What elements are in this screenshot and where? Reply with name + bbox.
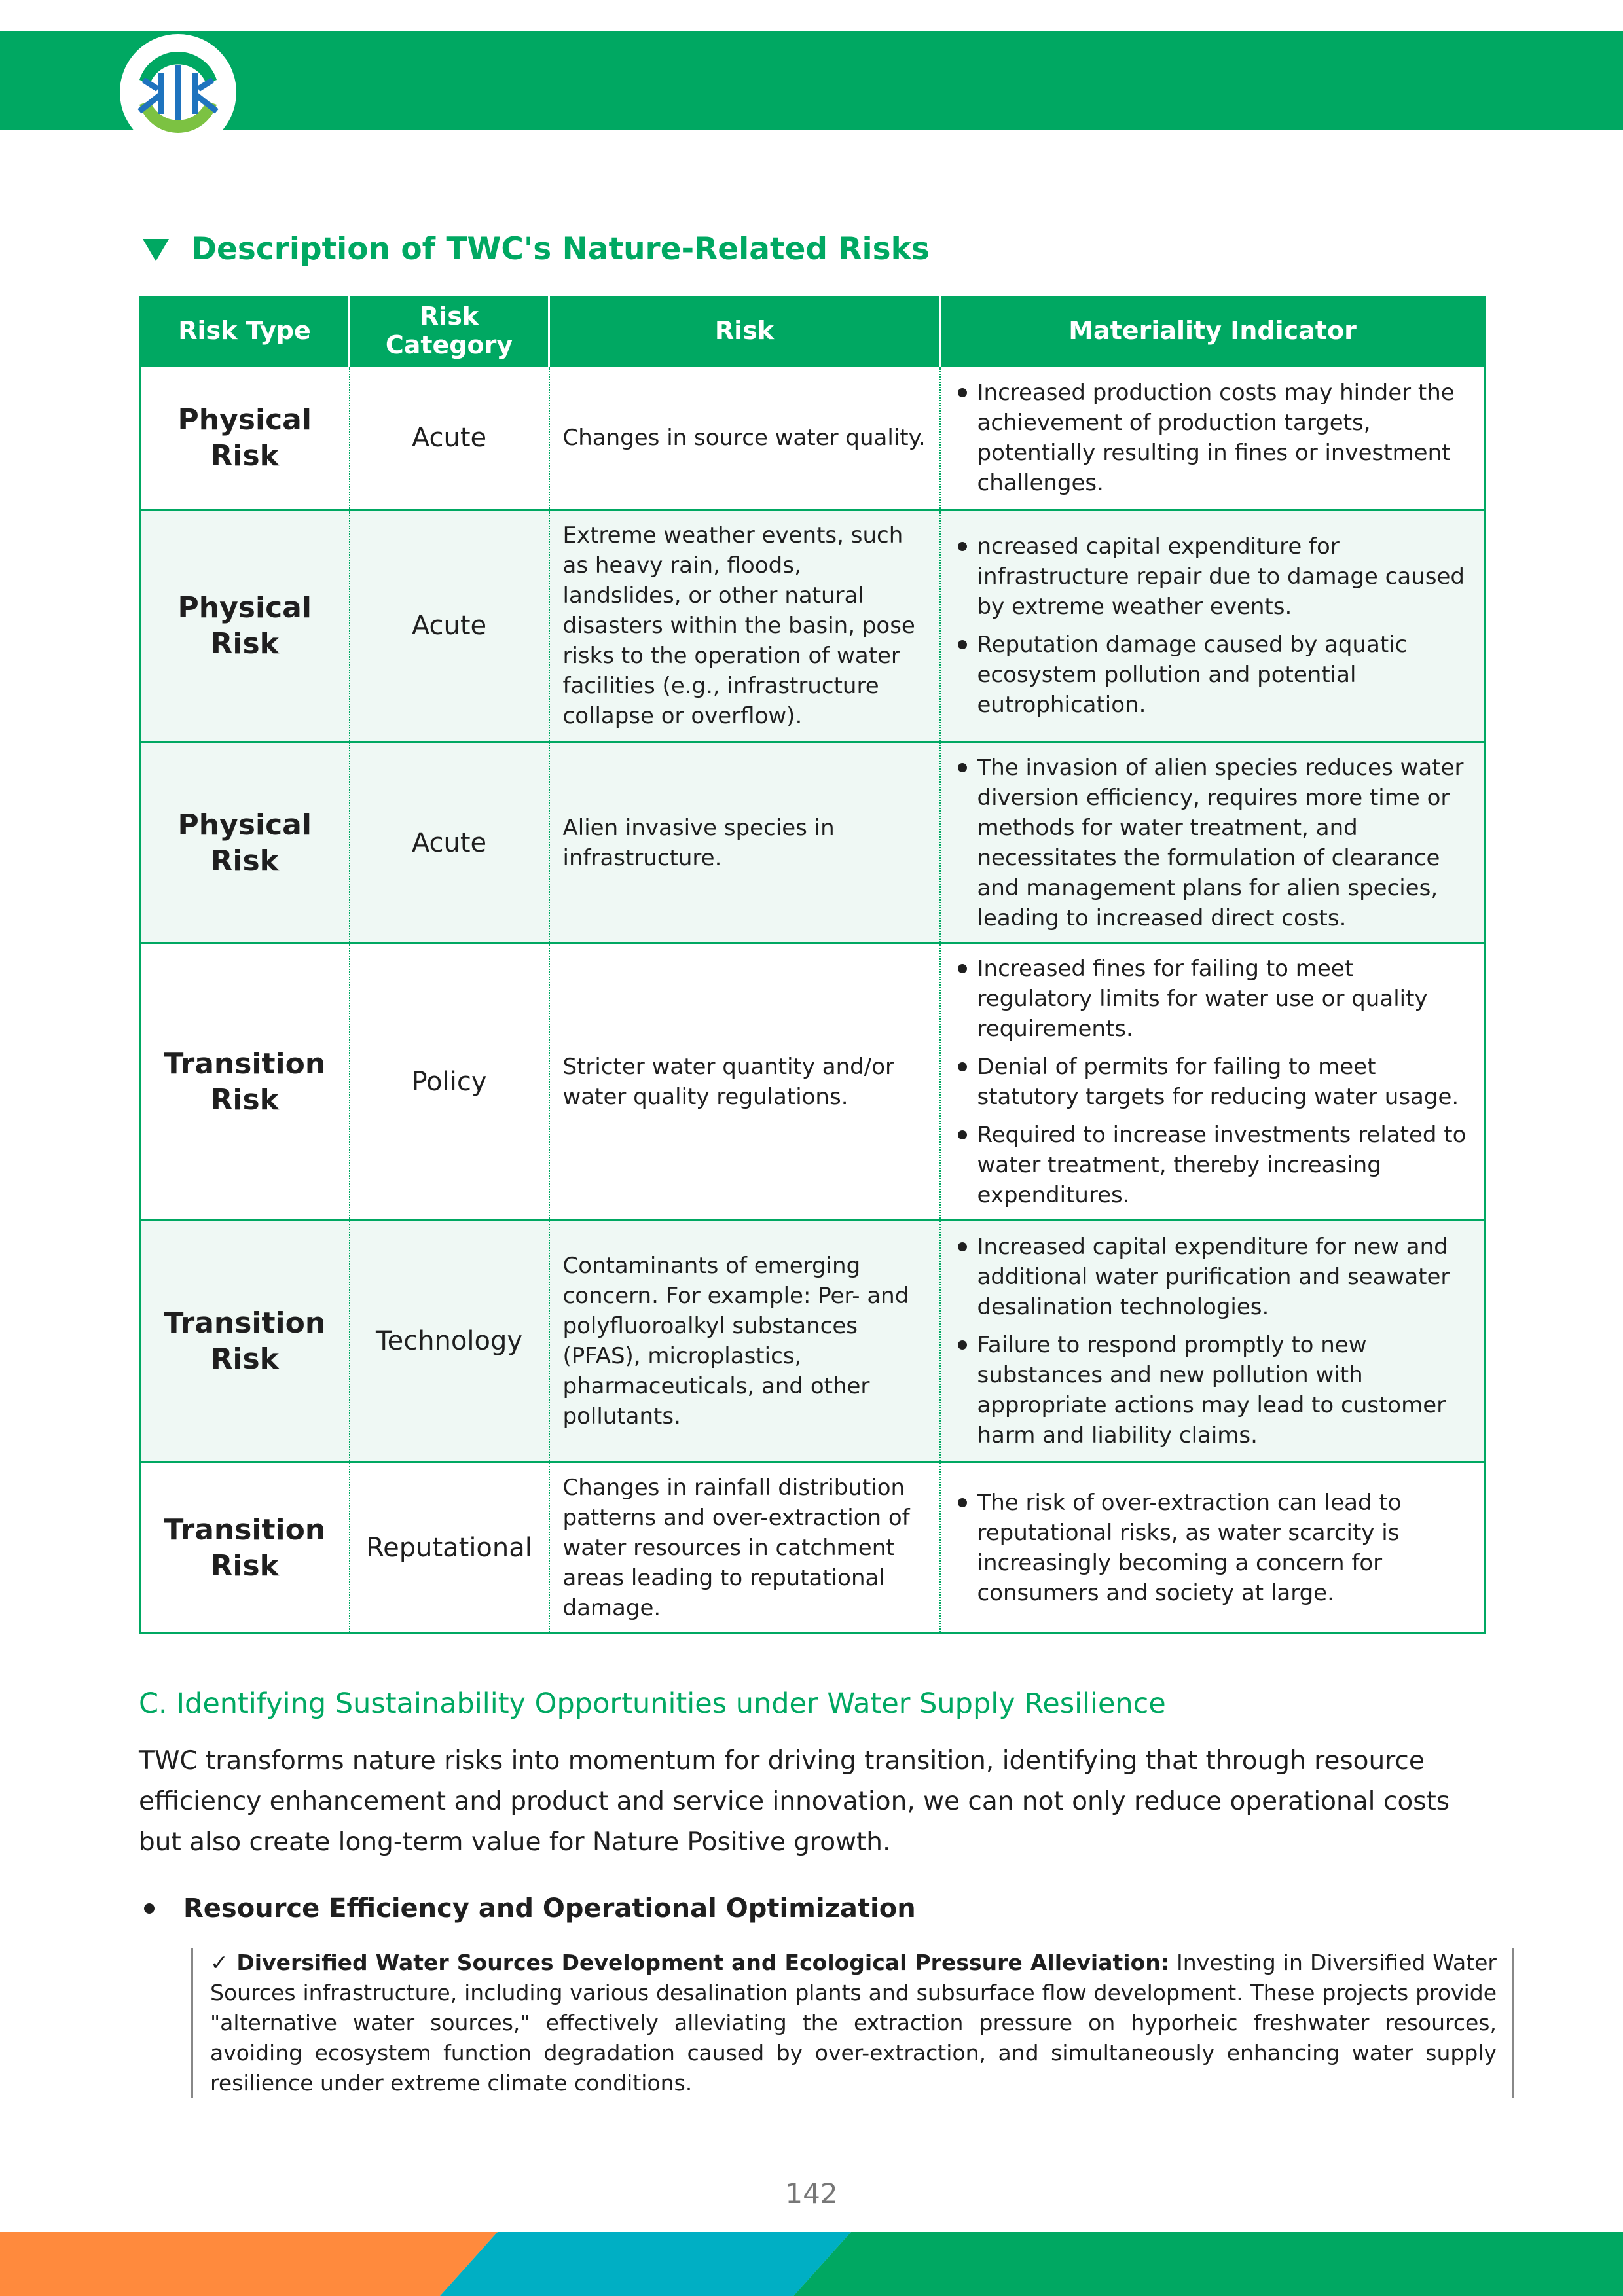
twc-logo-icon xyxy=(120,34,236,151)
opportunity-item-text: Investing in Diversified Water Sources infrastructure, including various desalination plants and subsurface flow development. These projects provide "alternative water sources," effectively alleviating the extraction pressure on hyporheic freshwater resources, avoiding ecosystem function degradation caused by over-extraction, and simultaneously enhancing water supply resilience under extreme climate conditions. xyxy=(210,1950,1497,2096)
table-row xyxy=(140,1462,1486,1634)
risk-table xyxy=(139,296,1486,1634)
table-row xyxy=(140,1220,1486,1462)
header-risk: Risk xyxy=(549,296,940,366)
bullet-dot-icon xyxy=(144,1903,155,1914)
opportunity-item xyxy=(191,1948,1514,2098)
table-header-row xyxy=(140,296,1486,366)
header-materiality: Materiality Indicator xyxy=(940,296,1486,366)
opportunity-item-title: Diversified Water Sources Development and Ecological Pressure Alleviation: xyxy=(236,1950,1169,1975)
risk-cell: Alien invasive species in infrastructure. xyxy=(549,742,940,944)
table-row xyxy=(140,742,1486,944)
footer-stripes-graphic xyxy=(0,2232,1623,2296)
risk-category-cell: Policy xyxy=(350,944,549,1220)
indicator-item: Required to increase investments related to water treatment, thereby increasing expenditures. xyxy=(954,1120,1472,1210)
indicator-item: Reputation damage caused by aquatic ecosystem pollution and potential eutrophication. xyxy=(954,630,1472,720)
opportunities-intro: TWC transforms nature risks into momentum for driving transition, identifying that through resource efficiency enhancement and product and service innovation, we can not only reduce operational costs but also create long-term value for Nature Positive growth. xyxy=(139,1746,1450,1857)
indicator-list xyxy=(954,1232,1472,1450)
section-title xyxy=(143,226,930,272)
materiality-cell xyxy=(940,742,1486,944)
bullet-heading-text: Resource Efficiency and Operational Optimization xyxy=(183,1893,916,1924)
footer-orange-stripe xyxy=(0,2232,498,2296)
indicator-item: Failure to respond promptly to new substances and new pollution with appropriate actions may lead to customer harm and liability claims. xyxy=(954,1330,1472,1450)
header-risk-type: Risk Type xyxy=(140,296,350,366)
risk-cell: Changes in rainfall distribution patterns and over-extraction of water resources in catchment areas leading to reputational damage. xyxy=(549,1462,940,1634)
table-row xyxy=(140,944,1486,1220)
materiality-cell xyxy=(940,944,1486,1220)
indicator-list xyxy=(954,753,1472,933)
twc-logo-graphic xyxy=(120,34,236,151)
risk-type-cell: Physical Risk xyxy=(140,366,350,510)
indicator-list xyxy=(954,378,1472,498)
indicator-item: Increased capital expenditure for new and additional water purification and seawater desalination technologies. xyxy=(954,1232,1472,1322)
risk-cell: Changes in source water quality. xyxy=(549,366,940,510)
bullet-heading xyxy=(139,1893,916,1924)
risk-type-cell: Transition Risk xyxy=(140,1220,350,1462)
risk-type-cell: Transition Risk xyxy=(140,944,350,1220)
check-icon: ✓ xyxy=(210,1950,229,1975)
indicator-item: Denial of permits for failing to meet statutory targets for reducing water usage. xyxy=(954,1052,1472,1112)
section-title-text: Description of TWC's Nature-Related Risks xyxy=(191,230,930,267)
materiality-cell xyxy=(940,1220,1486,1462)
materiality-cell xyxy=(940,366,1486,510)
risk-type-cell: Physical Risk xyxy=(140,510,350,742)
table-row xyxy=(140,510,1486,742)
risk-type-cell: Transition Risk xyxy=(140,1462,350,1634)
materiality-cell xyxy=(940,510,1486,742)
indicator-list xyxy=(954,954,1472,1210)
triangle-down-icon xyxy=(143,239,169,261)
opportunities-heading: C. Identifying Sustainability Opportunities under Water Supply Resilience xyxy=(139,1687,1166,1720)
indicator-item: The risk of over-extraction can lead to reputational risks, as water scarcity is increasingly becoming a concern for consumers and society at large. xyxy=(954,1488,1472,1608)
risk-category-cell: Acute xyxy=(350,742,549,944)
page-number: 142 xyxy=(785,2178,838,2210)
footer-green-stripe xyxy=(793,2232,1623,2296)
risk-category-cell: Reputational xyxy=(350,1462,549,1634)
indicator-item: Increased production costs may hinder the achievement of production targets, potentially resulting in fines or investment challenges. xyxy=(954,378,1472,498)
footer-teal-stripe xyxy=(440,2232,851,2296)
indicator-item: Increased fines for failing to meet regulatory limits for water use or quality requirements. xyxy=(954,954,1472,1044)
indicator-item: The invasion of alien species reduces water diversion efficiency, requires more time or methods for water treatment, and necessitates the formulation of clearance and management plans for alien species, leading to increased direct costs. xyxy=(954,753,1472,933)
indicator-list xyxy=(954,531,1472,720)
indicator-item: ncreased capital expenditure for infrastructure repair due to damage caused by extreme weather events. xyxy=(954,531,1472,622)
header-risk-category: Risk Category xyxy=(350,296,549,366)
risk-cell: Contaminants of emerging concern. For example: Per- and polyfluoroalkyl substances (PFAS), microplastics, pharmaceuticals, and other pollutants. xyxy=(549,1220,940,1462)
risk-category-cell: Acute xyxy=(350,510,549,742)
footer-stripes xyxy=(0,2232,1623,2296)
risk-category-cell: Technology xyxy=(350,1220,549,1462)
table-row xyxy=(140,366,1486,510)
header-bar xyxy=(0,31,1623,130)
risk-category-cell: Acute xyxy=(350,366,549,510)
risk-cell: Extreme weather events, such as heavy rain, floods, landslides, or other natural disasters within the basin, pose risks to the operation of water facilities (e.g., infrastructure collapse or overflow). xyxy=(549,510,940,742)
risk-type-cell: Physical Risk xyxy=(140,742,350,944)
materiality-cell xyxy=(940,1462,1486,1634)
risk-cell: Stricter water quantity and/or water quality regulations. xyxy=(549,944,940,1220)
indicator-list xyxy=(954,1488,1472,1608)
